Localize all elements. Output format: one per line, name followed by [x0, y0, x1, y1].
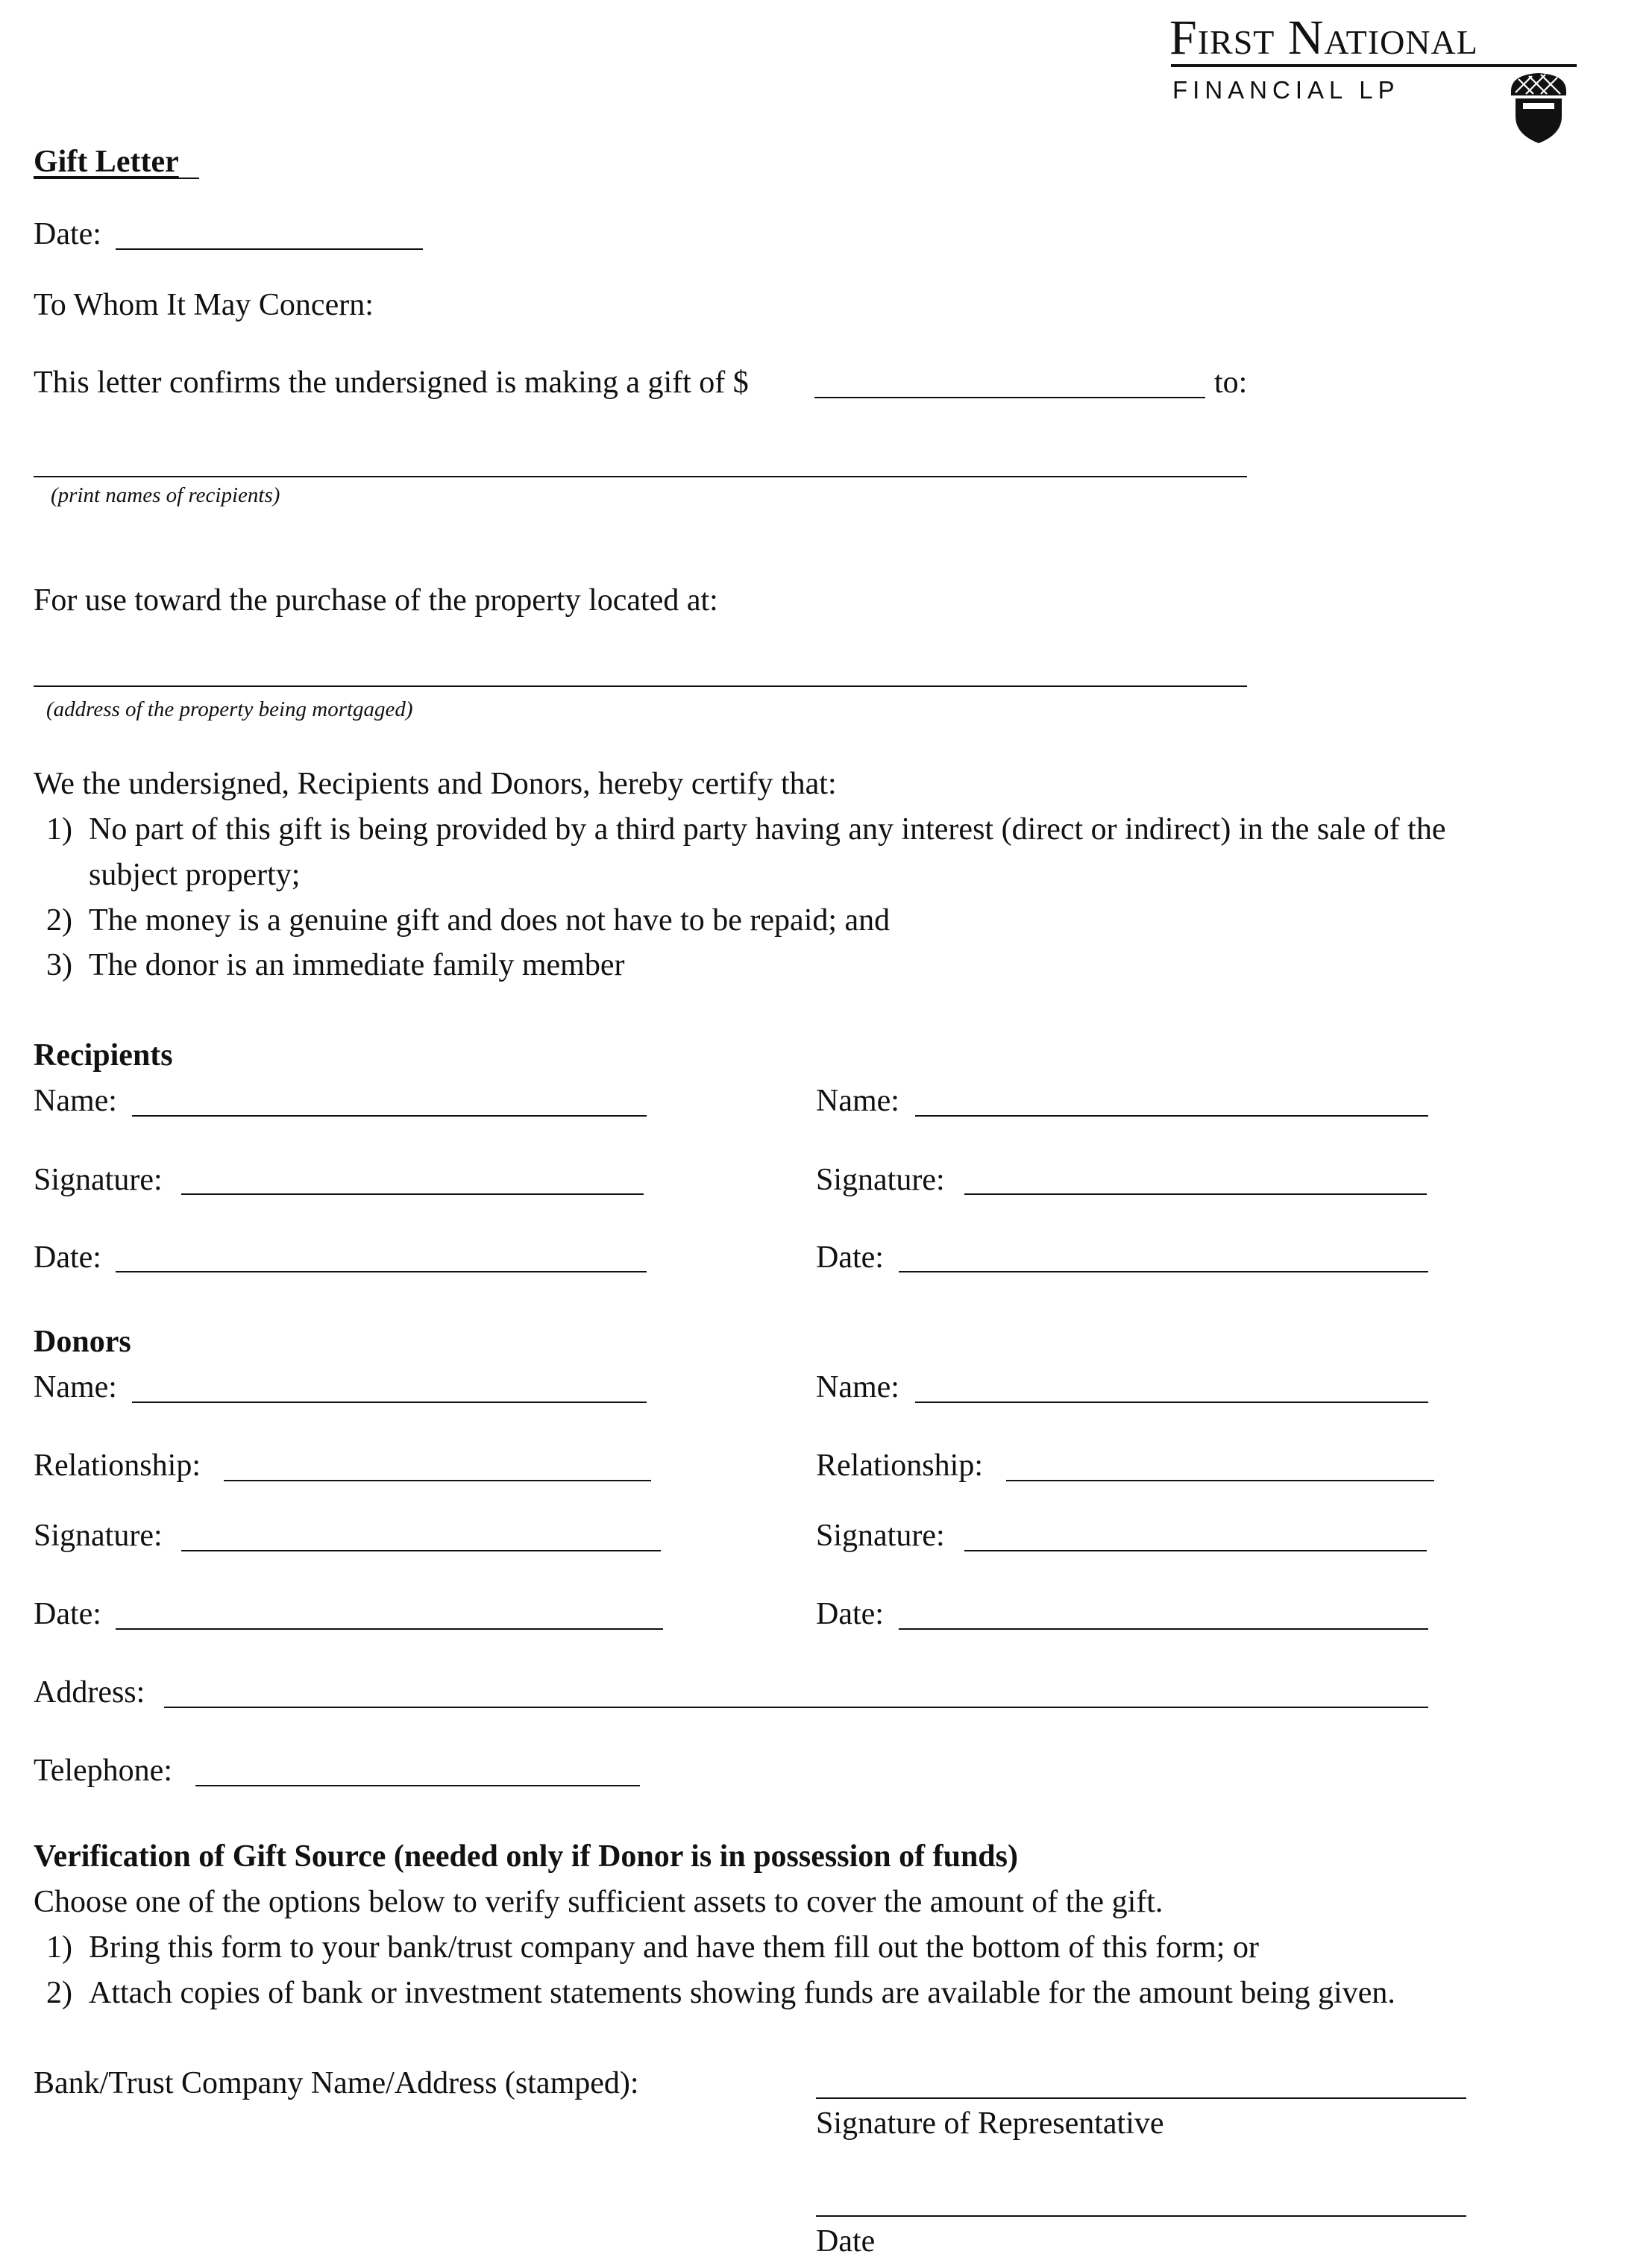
donor-address-label: Address: — [34, 1675, 145, 1710]
certify-intro: We the undersigned, Recipients and Donors, hereby certify that: — [34, 767, 837, 801]
logo-divider — [1171, 64, 1577, 67]
gift-sentence-suffix: to: — [1214, 365, 1248, 400]
list-item: The donor is an immediate family member — [89, 948, 625, 982]
donor-telephone-field[interactable] — [195, 1785, 640, 1786]
recipient-1-date-label: Date: — [34, 1240, 101, 1275]
representative-signature-field[interactable] — [816, 2097, 1466, 2099]
donor-telephone-label: Telephone: — [34, 1754, 172, 1788]
recipient-2-signature-label: Signature: — [816, 1163, 945, 1197]
logo-subtitle: FINANCIAL LP — [1172, 76, 1400, 104]
donor-1-date-field[interactable] — [116, 1628, 663, 1630]
list-item-continuation: subject property; — [89, 858, 301, 892]
representative-date-field[interactable] — [816, 2215, 1466, 2217]
property-sentence: For use toward the purchase of the property located at: — [34, 583, 718, 618]
letter-date-field[interactable] — [116, 248, 423, 250]
recipients-heading: Recipients — [34, 1038, 173, 1073]
donor-1-signature-label: Signature: — [34, 1519, 163, 1553]
list-item-number: 1) — [46, 812, 72, 847]
recipient-1-signature-field[interactable] — [181, 1193, 644, 1195]
donor-1-signature-field[interactable] — [181, 1550, 661, 1551]
gift-amount-field[interactable] — [814, 397, 1205, 398]
recipient-2-name-label: Name: — [816, 1084, 899, 1118]
recipient-2-name-field[interactable] — [915, 1115, 1428, 1117]
recipient-2-date-label: Date: — [816, 1240, 884, 1275]
list-item-number: 2) — [46, 1976, 72, 2010]
property-address-field[interactable] — [34, 685, 1247, 687]
recipient-1-date-field[interactable] — [116, 1271, 647, 1272]
representative-date-caption: Date — [816, 2224, 876, 2259]
donor-2-signature-field[interactable] — [964, 1550, 1427, 1551]
donor-2-name-label: Name: — [816, 1370, 899, 1405]
gift-sentence-prefix: This letter confirms the undersigned is making a gift of $ — [34, 365, 749, 400]
title-underline — [34, 178, 199, 179]
donor-1-date-label: Date: — [34, 1597, 101, 1631]
donor-1-name-label: Name: — [34, 1370, 117, 1405]
recipients-names-field[interactable] — [34, 476, 1247, 477]
list-item-number: 3) — [46, 948, 72, 982]
donor-2-relationship-field[interactable] — [1006, 1480, 1434, 1481]
acorn-icon — [1508, 70, 1569, 145]
donor-2-relationship-label: Relationship: — [816, 1449, 983, 1483]
list-item-number: 1) — [46, 1930, 72, 1965]
list-item: Bring this form to your bank/trust company and have them fill out the bottom of this form; or — [89, 1930, 1259, 1965]
donor-1-name-field[interactable] — [132, 1402, 647, 1403]
donor-address-field[interactable] — [164, 1707, 1428, 1708]
recipient-2-date-field[interactable] — [899, 1271, 1428, 1272]
donor-1-relationship-label: Relationship: — [34, 1449, 201, 1483]
recipients-hint: (print names of recipients) — [51, 483, 280, 507]
property-hint: (address of the property being mortgaged) — [46, 697, 413, 721]
verification-heading: Verification of Gift Source (needed only if Donor is in possession of funds) — [34, 1839, 1018, 1874]
letter-date-label: Date: — [34, 217, 101, 251]
page-title: Gift Letter — [34, 145, 179, 179]
list-item: The money is a genuine gift and does not have to be repaid; and — [89, 903, 891, 938]
recipient-1-name-label: Name: — [34, 1084, 117, 1118]
recipient-1-signature-label: Signature: — [34, 1163, 163, 1197]
logo-title: First National — [1169, 10, 1478, 65]
donor-2-name-field[interactable] — [915, 1402, 1428, 1403]
list-item: No part of this gift is being provided by a third party having any interest (direct or indirect) in the sale of the — [89, 812, 1446, 847]
recipient-2-signature-field[interactable] — [964, 1193, 1427, 1195]
donors-heading: Donors — [34, 1325, 131, 1359]
donor-2-signature-label: Signature: — [816, 1519, 945, 1553]
donor-2-date-field[interactable] — [899, 1628, 1428, 1630]
donor-1-relationship-field[interactable] — [224, 1480, 651, 1481]
donor-2-date-label: Date: — [816, 1597, 884, 1631]
salutation: To Whom It May Concern: — [34, 288, 374, 322]
list-item-number: 2) — [46, 903, 72, 938]
list-item: Attach copies of bank or investment statements showing funds are available for the amount being given. — [89, 1976, 1395, 2010]
representative-signature-caption: Signature of Representative — [816, 2106, 1164, 2141]
recipient-1-name-field[interactable] — [132, 1115, 647, 1117]
bank-label: Bank/Trust Company Name/Address (stamped): — [34, 2066, 639, 2100]
verification-intro: Choose one of the options below to verify sufficient assets to cover the amount of the gift. — [34, 1885, 1163, 1919]
